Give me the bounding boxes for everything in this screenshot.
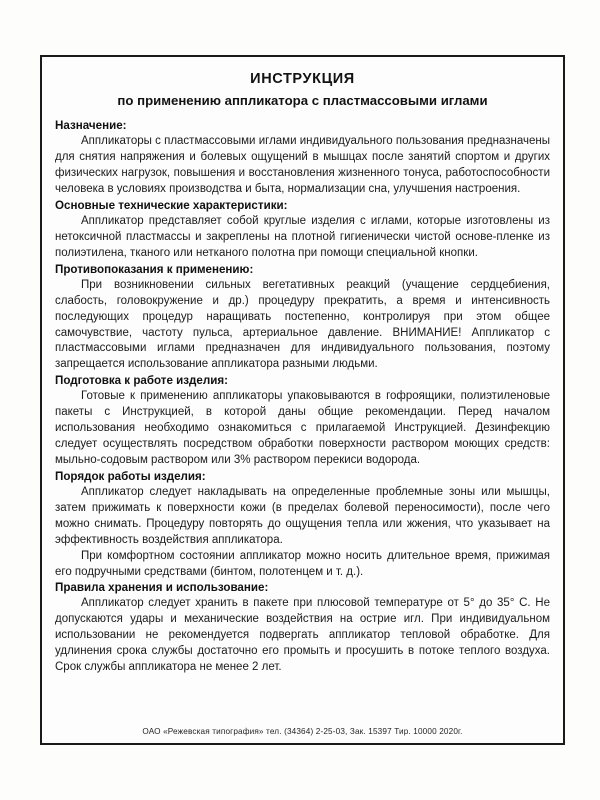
section-naznachenie	[55, 118, 550, 198]
section-tehnicheskie-harakteristiki	[55, 198, 550, 262]
section-heading: Порядок работы изделия:	[55, 469, 206, 483]
section-paragraph: Аппликатор представляет собой круглые изделия с иглами, которые изготовлены из нетоксичной пластмассы и закреплены на плотной гигиенически чистой основе-пленке из полиэтилена, тканого или нетканого полотна при помощи специальной кнопки.	[55, 215, 550, 259]
section-heading: Противопоказания к применению:	[55, 262, 254, 276]
section-paragraph: Аппликаторы с пластмассовыми иглами индивидуального пользования предназначены для снятия напряжения и болевых ощущений в мышцах после занятий спортом и других физических нагрузок, повышения и восстановления жизненного тонуса, работоспособности человека в условиях производства и быта, нормализации сна, улучшения настроения.	[55, 135, 550, 196]
document-frame	[40, 55, 565, 745]
section-heading: Правила хранения и использование:	[55, 581, 269, 595]
section-paragraph: При возникновении сильных вегетативных реакций (учащение сердцебиения, слабость, головокружение и др.) процедуру прекратить, а время и интенсивность последующих процедур наращивать постепенно, контролируя при этом общее самочувствие, частоту пульса, артериальное давление. ВНИМАНИЕ! Аппликатор с пластмассовыми иглами предназначен для индивидуального пользования, поэтому запрещается использование аппликатора разными людьми.	[55, 278, 550, 371]
page-subtitle: по применению аппликатора с пластмассовыми иглами	[117, 92, 488, 108]
section-paragraph: Аппликатор следует накладывать на определенные проблемные зоны или мышцы, затем прижимать к поверхности кожи (в пределах болевой переносимости), после чего можно снимать. Процедуру повторять до ощущения тепла или жжения, что указывает на эффективность воздействия аппликатора.	[55, 485, 550, 546]
section-poryadok-raboty	[55, 469, 550, 581]
section-paragraph: При комфортном состоянии аппликатор можно носить длительное время, прижимая его подручными средствами (бинтом, полотенцем и т. д.).	[55, 549, 550, 578]
section-heading: Подготовка к работе изделия:	[55, 374, 228, 388]
section-podgotovka-k-rabote	[55, 373, 550, 469]
section-pravila-hraneniya	[55, 580, 550, 676]
section-protivopokazaniya	[55, 262, 550, 374]
page-title: ИНСТРУКЦИЯ	[250, 71, 355, 87]
section-heading: Основные технические характеристики:	[55, 199, 288, 213]
section-paragraph: Готовые к применению аппликаторы упаковываются в гофроящики, полиэтиленовые пакеты с Инструкцией, в которой даны общие рекомендации. Перед началом использования необходимо ознакомиться с прилагаемой Инструкцией. Дезинфекцию следует осуществлять посредством обработки поверхности раствором моющих средств: мыльно-содовым раствором или 3% раствором перекиси водорода.	[55, 390, 550, 466]
printer-imprint: ОАО «Режевская типография» тел. (34364) 2-25-03, Зак. 15397 Тир. 10000 2020г.	[142, 727, 463, 737]
section-heading: Назначение:	[55, 119, 127, 133]
document-title-block	[55, 70, 550, 109]
section-paragraph: Аппликатор следует хранить в пакете при плюсовой температуре от 5° до 35° С. Не допускаются удары и механические воздействия на острие игл. При индивидуальном использовании не рекомендуется подвергать аппликатор тепловой обработке. Для удлинения срока службы достаточно его промыть и просушить в потоке теплого воздуха. Срок службы аппликатора не менее 2 лет.	[55, 597, 550, 674]
